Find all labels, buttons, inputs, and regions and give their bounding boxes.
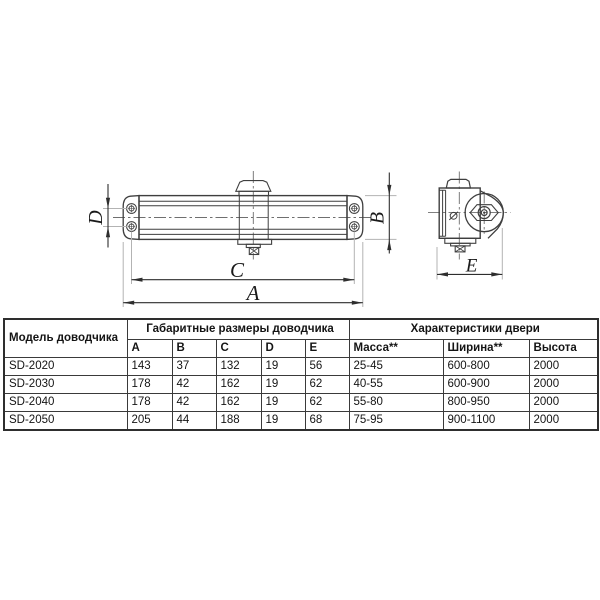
col-header-c: C xyxy=(216,340,261,358)
side-view xyxy=(428,172,511,260)
dimension-d xyxy=(85,184,127,248)
col-header-width: Ширина** xyxy=(443,340,529,358)
dim-label-d: D xyxy=(85,210,107,225)
cell-model: SD-2050 xyxy=(4,412,127,431)
col-header-mass: Масса** xyxy=(349,340,443,358)
cell-height: 2000 xyxy=(529,412,598,431)
cell-d: 19 xyxy=(261,394,305,412)
dimension-b xyxy=(365,173,397,254)
cell-b: 37 xyxy=(172,358,216,376)
cell-c: 162 xyxy=(216,394,261,412)
dim-label-c: C xyxy=(229,258,245,282)
cell-c: 188 xyxy=(216,412,261,431)
cell-mass: 25-45 xyxy=(349,358,443,376)
cell-width: 900-1100 xyxy=(443,412,529,431)
cell-mass: 40-55 xyxy=(349,376,443,394)
cell-mass: 55-80 xyxy=(349,394,443,412)
pinion-shaft-dot xyxy=(483,212,485,214)
col-header-e: E xyxy=(305,340,349,358)
cell-model: SD-2030 xyxy=(4,376,127,394)
cell-e: 68 xyxy=(305,412,349,431)
side-arm-bracket xyxy=(445,238,476,252)
col-header-d: D xyxy=(261,340,305,358)
cell-height: 2000 xyxy=(529,376,598,394)
dim-label-a: A xyxy=(246,281,260,305)
cell-c: 162 xyxy=(216,376,261,394)
side-knob-cap xyxy=(446,179,470,188)
col-header-a: A xyxy=(127,340,172,358)
cell-e: 62 xyxy=(305,394,349,412)
col-group-dimensions: Габаритные размеры доводчика xyxy=(127,319,349,340)
dim-label-e: E xyxy=(465,255,478,277)
dimension-e xyxy=(437,228,502,280)
cell-width: 600-900 xyxy=(443,376,529,394)
cell-width: 600-800 xyxy=(443,358,529,376)
front-view xyxy=(113,171,372,260)
table-row xyxy=(4,412,598,431)
header-row-groups xyxy=(4,319,598,340)
cell-d: 19 xyxy=(261,376,305,394)
cell-a: 178 xyxy=(127,376,172,394)
cell-b: 42 xyxy=(172,394,216,412)
cell-model: SD-2020 xyxy=(4,358,127,376)
cell-d: 19 xyxy=(261,358,305,376)
spec-table xyxy=(3,318,599,431)
cell-d: 19 xyxy=(261,412,305,431)
table-row xyxy=(4,376,598,394)
col-header-b: B xyxy=(172,340,216,358)
col-header-height: Высота xyxy=(529,340,598,358)
col-header-model: Модель доводчика xyxy=(4,319,127,358)
cell-model: SD-2040 xyxy=(4,394,127,412)
col-group-door: Характеристики двери xyxy=(349,319,598,340)
cell-b: 44 xyxy=(172,412,216,431)
cell-a: 178 xyxy=(127,394,172,412)
cell-b: 42 xyxy=(172,376,216,394)
dim-label-b: B xyxy=(366,211,389,225)
cell-c: 132 xyxy=(216,358,261,376)
cell-height: 2000 xyxy=(529,358,598,376)
arm-bracket xyxy=(238,239,272,254)
cell-a: 143 xyxy=(127,358,172,376)
cell-e: 62 xyxy=(305,376,349,394)
cell-e: 56 xyxy=(305,358,349,376)
front-centerlines xyxy=(113,171,372,260)
table-row xyxy=(4,358,598,376)
cell-mass: 75-95 xyxy=(349,412,443,431)
table-row xyxy=(4,394,598,412)
cell-a: 205 xyxy=(127,412,172,431)
cell-width: 800-950 xyxy=(443,394,529,412)
side-mount-flange xyxy=(439,190,445,236)
cell-height: 2000 xyxy=(529,394,598,412)
